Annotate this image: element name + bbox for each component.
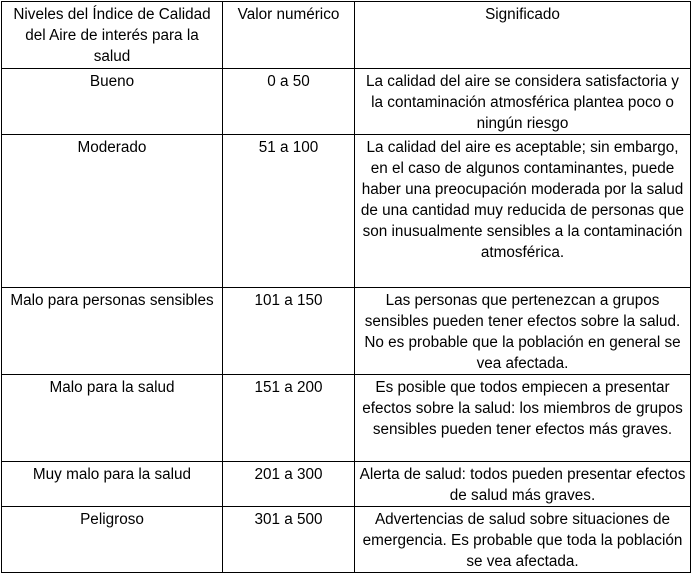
meaning-cell: Alerta de salud: todos pueden presentar efectos de salud más graves.: [355, 462, 691, 507]
value-cell: 51 a 100: [223, 135, 355, 288]
level-cell: Malo para personas sensibles: [2, 288, 223, 375]
value-cell: 151 a 200: [223, 375, 355, 462]
aqi-table: [1, 1, 691, 573]
meaning-cell: Es posible que todos empiecen a presentar efectos sobre la salud: los miembros de grupos sensibles pueden tener efectos más graves.: [355, 375, 691, 462]
table-row: [2, 69, 691, 135]
value-cell: 0 a 50: [223, 69, 355, 135]
header-meaning: Significado: [355, 2, 691, 69]
table-body: [2, 69, 691, 573]
meaning-cell: Las personas que pertenezcan a grupos sensibles pueden tener efectos sobre la salud. No es probable que la población en general se vea afectada.: [355, 288, 691, 375]
meaning-cell: La calidad del aire se considera satisfactoria y la contaminación atmosférica plantea poco o ningún riesgo: [355, 69, 691, 135]
level-cell: Moderado: [2, 135, 223, 288]
level-cell: Malo para la salud: [2, 375, 223, 462]
header-value: Valor numérico: [223, 2, 355, 69]
table-row: [2, 135, 691, 288]
value-cell: 201 a 300: [223, 462, 355, 507]
meaning-cell: La calidad del aire es aceptable; sin embargo, en el caso de algunos contaminantes, puede haber una preocupación moderada por la salud de una cantidad muy reducida de personas que son inusualmente sensibles a la contaminación atmosférica.: [355, 135, 691, 288]
level-cell: Bueno: [2, 69, 223, 135]
level-cell: Peligroso: [2, 507, 223, 573]
table-row: [2, 462, 691, 507]
value-cell: 301 a 500: [223, 507, 355, 573]
table-row: [2, 507, 691, 573]
header-row: [2, 2, 691, 69]
table-row: [2, 375, 691, 462]
table-header: [2, 2, 691, 69]
header-level: Niveles del Índice de Calidad del Aire de interés para la salud: [2, 2, 223, 69]
meaning-cell: Advertencias de salud sobre situaciones de emergencia. Es probable que toda la población se vea afectada.: [355, 507, 691, 573]
value-cell: 101 a 150: [223, 288, 355, 375]
table-row: [2, 288, 691, 375]
level-cell: Muy malo para la salud: [2, 462, 223, 507]
